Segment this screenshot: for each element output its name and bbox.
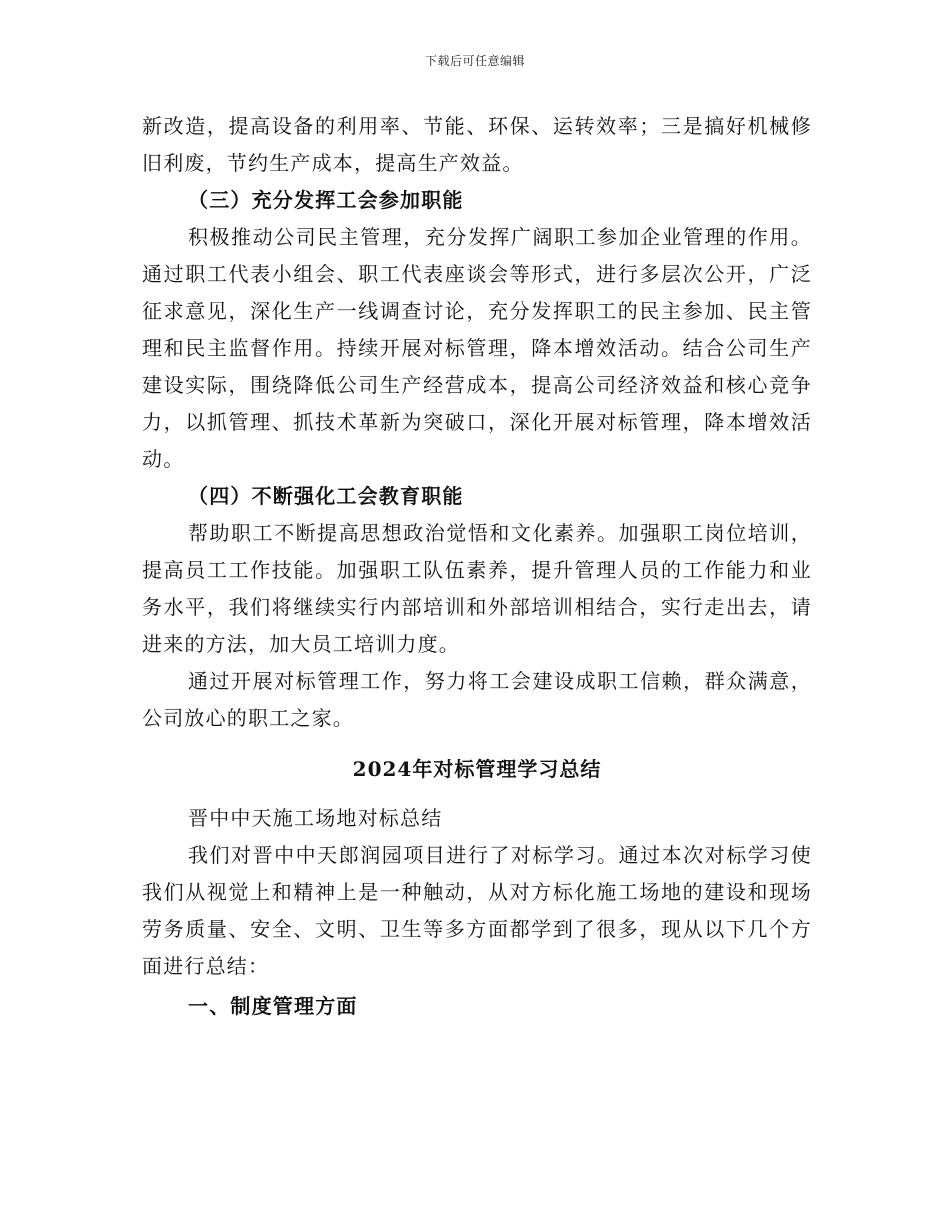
- paragraph-education: 帮助职工不断提高思想政治觉悟和文化素养。加强职工岗位培训，提高员工工作技能。加强职工队伍素养，提升管理人员的工作能力和业务水平，我们将继续实行内部培训和外部培训相结合，实行走出去，请进来的方法，加大员工培训力度。: [142, 521, 812, 656]
- section-heading-4: （四）不断强化工会教育职能: [188, 484, 464, 508]
- page-header: 下载后可任意编辑: [424, 54, 525, 68]
- document-subtitle: 晋中中天施工场地对标总结: [188, 806, 443, 830]
- paragraph-democratic-management: 积极推动公司民主管理，充分发挥广阔职工参加企业管理的作用。通过职工代表小组会、职工代表座谈会等形式，进行多层次公开，广泛征求意见，深化生产一线调查讨论，充分发挥职工的民主参加、民主管理和民主监督作用。持续开展对标管理，降本增效活动。结合公司生产建设实际，围绕降低公司生产经营成本，提高公司经济效益和核心竞争力，以抓管理、抓技术革新为突破口，深化开展对标管理，降本增效活动。: [142, 225, 812, 471]
- paragraph-conclusion: 通过开展对标管理工作，努力将工会建设成职工信赖，群众满意，公司放心的职工之家。: [142, 669, 812, 730]
- document-title: 2024年对标管理学习总结: [352, 757, 602, 781]
- section-heading-3: （三）充分发挥工会参加职能: [188, 188, 464, 212]
- document-body: [142, 108, 812, 1025]
- paragraph-intro: 我们对晋中中天郎润园项目进行了对标学习。通过本次对标学习使我们从视觉上和精神上是一种触动，从对方标化施工场地的建设和现场劳务质量、安全、文明、卫生等多方面都学到了很多，现从以下几个方面进行总结：: [142, 843, 812, 978]
- section-heading-1: 一、制度管理方面: [188, 994, 358, 1018]
- paragraph-continued: 新改造，提高设备的利用率、节能、环保、运转效率；三是搞好机械修旧利废，节约生产成本，提高生产效益。: [142, 114, 812, 175]
